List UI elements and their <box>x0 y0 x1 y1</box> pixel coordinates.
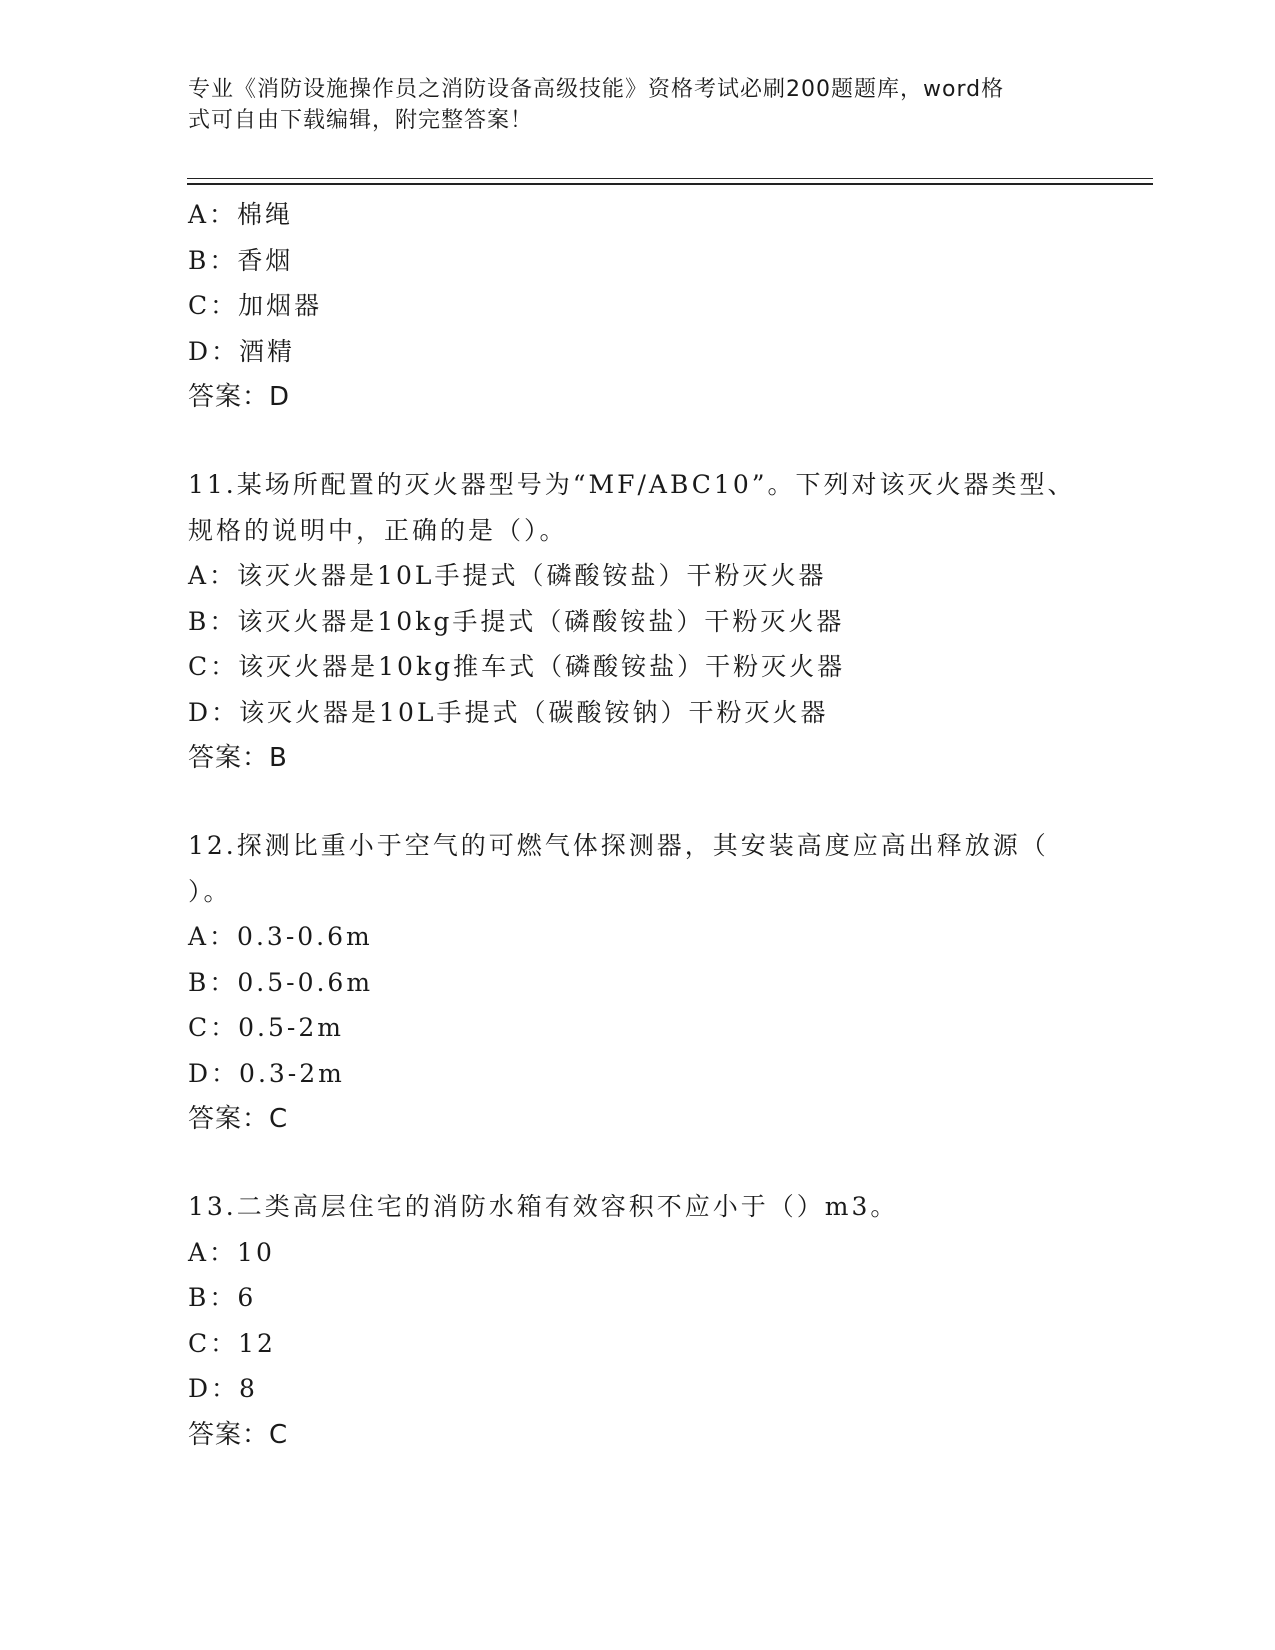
q12-answer: 答案：C <box>188 1104 289 1134</box>
q11-option-c: C：该灭火器是10kg推车式（磷酸铵盐）干粉灭火器 <box>188 652 846 681</box>
q11-text-line-2: 规格的说明中，正确的是（）。 <box>188 515 568 545</box>
q13-answer: 答案：C <box>188 1419 289 1450</box>
q13-option-a: A：10 <box>188 1237 275 1267</box>
question-12 <box>188 823 1088 1142</box>
q13-text-line-1: 13.二类高层住宅的消防水箱有效容积不应小于（）m3。 <box>188 1192 899 1221</box>
q12-option-c: C：0.5-2m <box>188 1013 344 1042</box>
q12-text-line-2: ）。 <box>188 876 232 906</box>
q11-option-a: A：该灭火器是10L手提式（磷酸铵盐）干粉灭火器 <box>188 561 827 590</box>
q11-option-d: D：该灭火器是10L手提式（碳酸铵钠）干粉灭火器 <box>188 697 829 727</box>
header-divider-thick <box>187 183 1153 185</box>
q11-answer: 答案：B <box>188 743 288 773</box>
header-divider-thin <box>187 178 1153 179</box>
q12-option-a: A：0.3-0.6m <box>188 922 373 951</box>
q10-option-a: A：棉绳 <box>188 200 294 229</box>
question-13 <box>188 1184 1088 1458</box>
q11-option-b: B：该灭火器是10kg手提式（磷酸铵盐）干粉灭火器 <box>188 606 845 636</box>
q13-option-b: B：6 <box>188 1283 257 1312</box>
q10-option-c: C：加烟器 <box>188 291 323 320</box>
q12-text-line-1: 12.探测比重小于空气的可燃气体探测器，其安装高度应高出释放源（ <box>188 831 1049 860</box>
q10-option-d: D：酒精 <box>188 336 296 366</box>
q10-answer: 答案：D <box>188 382 291 412</box>
q12-option-d: D：0.3-2m <box>188 1058 345 1088</box>
question-11 <box>188 462 1088 781</box>
q10-option-b: B：香烟 <box>188 245 294 275</box>
header-line-1: 专业《消防设施操作员之消防设备高级技能》资格考试必刷200题题库，word格 <box>188 77 1005 102</box>
q13-option-d: D：8 <box>188 1374 258 1403</box>
question-list <box>188 192 1088 1458</box>
q13-option-c: C：12 <box>188 1328 276 1358</box>
question-10 <box>188 192 1088 420</box>
q11-text-line-1: 11.某场所配置的灭火器型号为“MF/ABC10”。下列对该灭火器类型、 <box>188 470 1076 499</box>
header-line-2: 式可自由下载编辑，附完整答案！ <box>188 108 534 133</box>
document-header <box>188 74 1088 136</box>
q12-option-b: B：0.5-0.6m <box>188 967 374 997</box>
